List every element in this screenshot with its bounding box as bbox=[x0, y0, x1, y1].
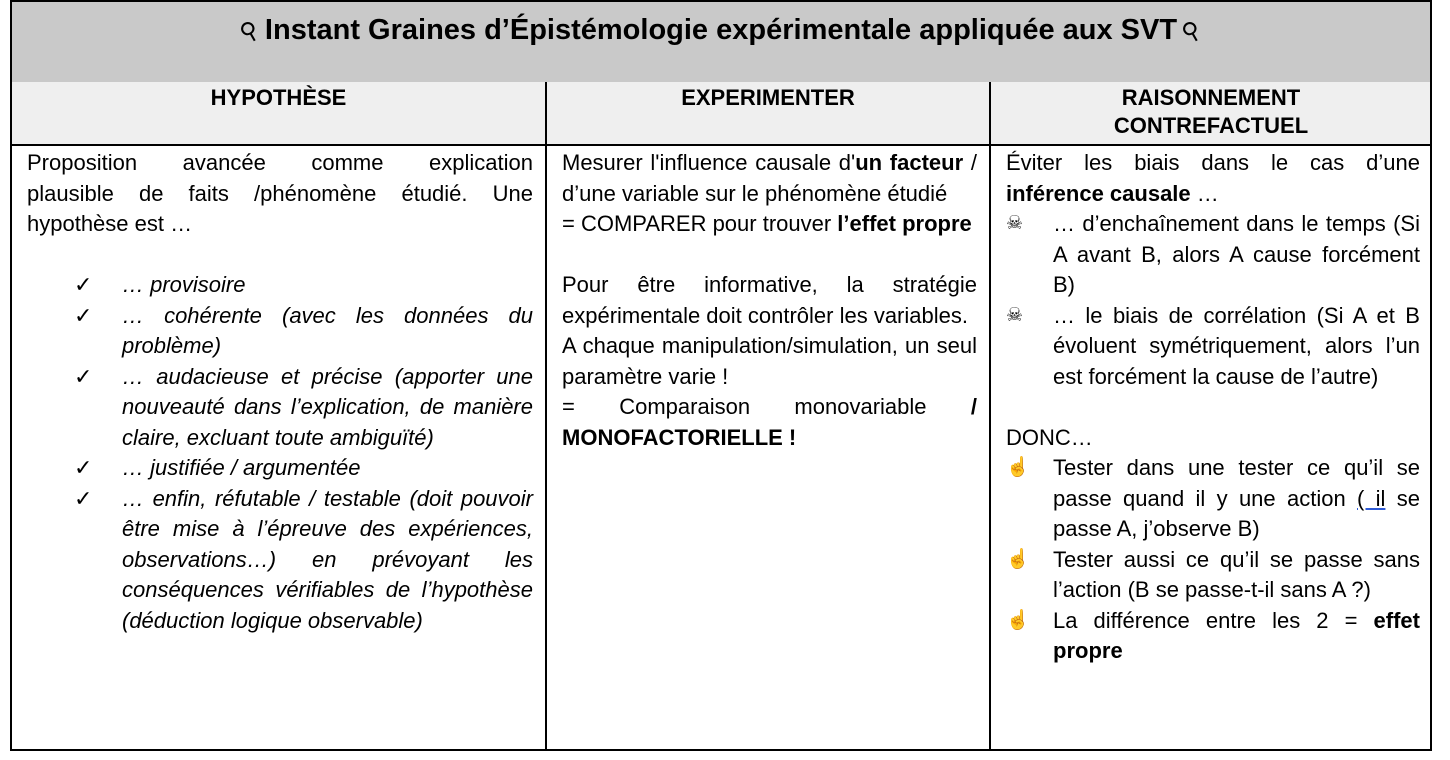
hypothese-cell bbox=[12, 146, 545, 749]
list-item: ✓ … cohérente (avec les données du problème) bbox=[74, 302, 533, 358]
hand-pointing-icon: ☝ bbox=[1006, 609, 1030, 631]
header-hypothese: HYPOTHÈSE bbox=[210, 85, 347, 110]
bias-list bbox=[1006, 209, 1420, 392]
experimenter-paragraph: = COMPARER pour trouver l’effet propre bbox=[562, 211, 972, 236]
list-item: ✓ … justifiée / argumentée bbox=[27, 453, 533, 484]
checkmark-icon: ✓ bbox=[74, 455, 93, 480]
list-item: ✓ … audacieuse et précise (apporter une nouveauté dans l’explication, de manière claire, excluant toute ambiguïté) bbox=[74, 363, 533, 450]
header-row bbox=[12, 82, 1430, 146]
experimenter-paragraph: Mesurer l'influence causale d'un facteur / d’une variable sur le phénomène étudié bbox=[562, 150, 977, 206]
hand-pointing-icon: ☝ bbox=[1006, 548, 1030, 570]
hypothese-intro-line: hypothèse est … bbox=[27, 211, 193, 236]
contrefactuel-cell bbox=[991, 146, 1432, 749]
list-item: ☝ La différence entre les 2 = effet propre bbox=[1006, 607, 1420, 663]
hypothese-list bbox=[27, 270, 533, 636]
list-item: ✓ … enfin, réfutable / testable (doit pouvoir être mise à l’épreuve des expériences, observations…) en prévoyant les conséquences vérifiables de l’hypothèse (déduction logique observable) bbox=[74, 485, 533, 633]
skull-crossbones-icon: ☠ bbox=[1006, 213, 1024, 234]
experimenter-cell bbox=[547, 146, 989, 749]
epistemology-table bbox=[10, 0, 1432, 751]
list-item: ☠ … le biais de corrélation (Si A et B évoluent symétriquement, alors l’un est forcément la cause de l’autre) bbox=[1006, 302, 1420, 389]
experimenter-paragraph: Pour être informative, la stratégie expérimentale doit contrôler les variables. bbox=[562, 272, 977, 328]
list-item: ☝ Tester aussi ce qu’il se passe sans l’action (B se passe-t-il sans A ?) bbox=[1006, 546, 1420, 602]
checkmark-icon: ✓ bbox=[74, 363, 93, 389]
contrefactuel-intro: Éviter les biais dans le cas d’une inférence causale … bbox=[1006, 150, 1420, 206]
experimenter-paragraph: MONOFACTORIELLE ! bbox=[562, 424, 797, 450]
pin-icon: ⚲ bbox=[1177, 15, 1206, 48]
donc-label: DONC… bbox=[1006, 424, 1093, 450]
title-text: Instant Graines d’Épistémologie expérimentale appliquée aux SVT bbox=[264, 14, 1178, 46]
experimenter-paragraph: A chaque manipulation/simulation, un seul paramètre varie ! bbox=[562, 333, 977, 389]
hypothese-intro-line: Proposition avancée comme explication bbox=[27, 150, 533, 175]
header-experimenter: EXPERIMENTER bbox=[681, 85, 855, 110]
list-item: ☝ Tester dans une tester ce qu’il se passe quand il y une action ( il se passe A, j’observe B) bbox=[1006, 455, 1420, 541]
hand-pointing-icon: ☝ bbox=[1006, 457, 1030, 478]
list-item: ☠ … d’enchaînement dans le temps (Si A avant B, alors A cause forcément B) bbox=[1006, 211, 1420, 297]
checkmark-icon: ✓ bbox=[74, 485, 93, 511]
header-contrefactuel: RAISONNEMENT CONTREFACTUEL bbox=[1113, 85, 1309, 138]
table-title bbox=[12, 2, 1430, 84]
pin-icon: ⚲ bbox=[235, 15, 265, 48]
experimenter-paragraph: = Comparaison monovariable / bbox=[562, 394, 977, 419]
steps-list bbox=[1006, 453, 1420, 667]
hypothese-intro-line: plausible de faits /phénomène étudié. Une bbox=[27, 180, 533, 206]
list-item: ✓ … provisoire bbox=[27, 270, 533, 301]
skull-crossbones-icon: ☠ bbox=[1006, 304, 1024, 326]
checkmark-icon: ✓ bbox=[74, 302, 93, 328]
checkmark-icon: ✓ bbox=[74, 272, 93, 297]
